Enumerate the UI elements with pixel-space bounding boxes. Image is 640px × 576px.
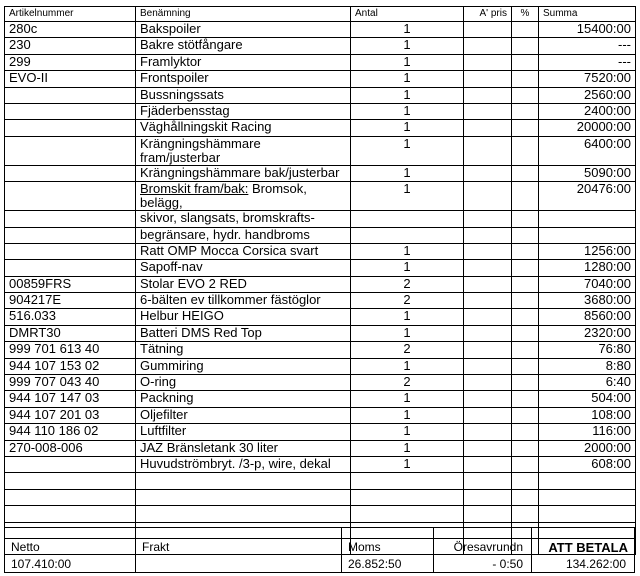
percent-cell [512, 38, 539, 54]
description-line: Bromsok, [248, 181, 307, 197]
empty-cell [539, 473, 636, 489]
table-row [5, 276, 636, 292]
percent-cell [512, 54, 539, 70]
table-row [5, 424, 636, 440]
quantity-cell: 1 [351, 120, 464, 136]
empty-cell [5, 506, 136, 522]
quantity-cell: 1 [351, 87, 464, 103]
percent-cell [512, 424, 539, 440]
article-number-cell [5, 260, 136, 276]
quantity-cell: 2 [351, 342, 464, 358]
unit-price-cell [464, 407, 512, 423]
article-number-cell: 944 107 201 03 [5, 407, 136, 423]
to-pay-value: 134.262:00 [565, 557, 626, 571]
description-cell: Huvudströmbryt. /3-p, wire, dekal [136, 456, 351, 472]
quantity-cell [351, 227, 464, 243]
percent-cell [512, 309, 539, 325]
unit-price-cell [464, 227, 512, 243]
quantity-cell: 2 [351, 276, 464, 292]
percent-cell [512, 276, 539, 292]
table-row [5, 358, 636, 374]
sum-cell: 15400:00 [539, 22, 636, 38]
article-number-cell [5, 136, 136, 165]
quantity-cell: 2 [351, 375, 464, 391]
unit-price-cell [464, 309, 512, 325]
table-row [5, 342, 636, 358]
article-number-cell: 999 701 613 40 [5, 342, 136, 358]
unit-price-cell [464, 424, 512, 440]
sum-cell: 1280:00 [539, 260, 636, 276]
percent-cell [512, 120, 539, 136]
description-cell: Bakspoiler [136, 22, 351, 38]
quantity-cell: 1 [351, 440, 464, 456]
article-number-cell [5, 120, 136, 136]
description-cell: Väghållningskit Racing [136, 120, 351, 136]
article-number-cell: DMRT30 [5, 325, 136, 341]
percent-cell [512, 211, 539, 227]
article-number-cell: 944 107 153 02 [5, 358, 136, 374]
net-value: 107.410:00 [11, 557, 72, 571]
table-row [5, 456, 636, 472]
empty-cell [351, 489, 464, 505]
sum-cell: 504:00 [539, 391, 636, 407]
quantity-cell: 1 [351, 260, 464, 276]
sum-cell: --- [539, 54, 636, 70]
description-line: fram/justerbar [140, 149, 221, 165]
article-number-cell [5, 211, 136, 227]
empty-cell [5, 489, 136, 505]
table-row [5, 325, 636, 341]
table-row [5, 38, 636, 54]
table-row [5, 136, 636, 165]
table-row [5, 227, 636, 243]
description-line: Krängningshämmare [140, 136, 261, 151]
percent-cell [512, 165, 539, 181]
description-cell: Fjäderbensstag [136, 103, 351, 119]
description-cell: JAZ Bränsletank 30 liter [136, 440, 351, 456]
description-cell: Packning [136, 391, 351, 407]
description-cell: Bussningssats [136, 87, 351, 103]
to-pay-cell [532, 528, 634, 572]
article-number-cell: 944 107 147 03 [5, 391, 136, 407]
table-row [5, 309, 636, 325]
header-percent: % [512, 7, 539, 22]
description-cell: Sapoff-nav [136, 260, 351, 276]
empty-row [5, 506, 636, 522]
empty-cell [464, 473, 512, 489]
table-row [5, 103, 636, 119]
sum-cell: 5090:00 [539, 165, 636, 181]
empty-cell [464, 489, 512, 505]
article-number-cell [5, 182, 136, 211]
unit-price-cell [464, 38, 512, 54]
unit-price-cell [464, 54, 512, 70]
article-number-cell [5, 243, 136, 259]
percent-cell [512, 456, 539, 472]
net-cell [5, 528, 136, 572]
empty-cell [512, 489, 539, 505]
article-number-cell: 904217E [5, 293, 136, 309]
sum-cell: 3680:00 [539, 293, 636, 309]
sum-cell: 7520:00 [539, 71, 636, 87]
unit-price-cell [464, 71, 512, 87]
quantity-cell: 1 [351, 391, 464, 407]
description-cell: Helbur HEIGO [136, 309, 351, 325]
empty-cell [5, 473, 136, 489]
percent-cell [512, 136, 539, 165]
empty-cell [136, 473, 351, 489]
invoice-table [4, 6, 636, 555]
description-cell: O-ring [136, 375, 351, 391]
sum-cell: 2320:00 [539, 325, 636, 341]
unit-price-cell [464, 182, 512, 211]
description-cell: Stolar EVO 2 RED [136, 276, 351, 292]
table-row [5, 375, 636, 391]
description-line: belägg, [140, 195, 183, 211]
sum-cell: 2000:00 [539, 440, 636, 456]
table-row [5, 293, 636, 309]
table-row [5, 211, 636, 227]
sum-cell: 20476:00 [539, 182, 636, 211]
quantity-cell: 1 [351, 424, 464, 440]
table-row [5, 87, 636, 103]
unit-price-cell [464, 391, 512, 407]
sum-cell: 6400:00 [539, 136, 636, 165]
header-description: Benämning [136, 7, 351, 22]
description-cell: Batteri DMS Red Top [136, 325, 351, 341]
empty-cell [464, 506, 512, 522]
unit-price-cell [464, 87, 512, 103]
quantity-cell: 1 [351, 136, 464, 165]
quantity-cell: 1 [351, 456, 464, 472]
article-number-cell: 516.033 [5, 309, 136, 325]
unit-price-cell [464, 260, 512, 276]
empty-cell [351, 473, 464, 489]
empty-cell [512, 506, 539, 522]
quantity-cell: 1 [351, 358, 464, 374]
table-row [5, 440, 636, 456]
sum-cell [539, 211, 636, 227]
percent-cell [512, 293, 539, 309]
table-row [5, 54, 636, 70]
unit-price-cell [464, 165, 512, 181]
table-row [5, 407, 636, 423]
quantity-cell: 1 [351, 54, 464, 70]
percent-cell [512, 358, 539, 374]
table-row [5, 182, 636, 211]
table-row [5, 260, 636, 276]
description-cell: Tätning [136, 342, 351, 358]
percent-cell [512, 325, 539, 341]
quantity-cell: 1 [351, 165, 464, 181]
article-number-cell: 944 110 186 02 [5, 424, 136, 440]
percent-cell [512, 243, 539, 259]
article-number-cell: 270-008-006 [5, 440, 136, 456]
sum-cell: 6:40 [539, 375, 636, 391]
header-quantity: Antal [351, 7, 464, 22]
table-row [5, 165, 636, 181]
sum-cell: --- [539, 38, 636, 54]
header-unit-price: A' pris [464, 7, 512, 22]
description-cell [136, 182, 351, 211]
percent-cell [512, 407, 539, 423]
sum-cell: 108:00 [539, 407, 636, 423]
rounding-cell [434, 528, 532, 572]
article-number-cell: EVO-II [5, 71, 136, 87]
table-row [5, 391, 636, 407]
percent-cell [512, 440, 539, 456]
quantity-cell: 1 [351, 243, 464, 259]
rounding-value: - 0:50 [492, 557, 523, 571]
unit-price-cell [464, 375, 512, 391]
percent-cell [512, 182, 539, 211]
unit-price-cell [464, 358, 512, 374]
header-sum: Summa [539, 7, 636, 22]
quantity-cell: 1 [351, 71, 464, 87]
article-number-cell [5, 103, 136, 119]
unit-price-cell [464, 103, 512, 119]
unit-price-cell [464, 136, 512, 165]
description-cell: Oljefilter [136, 407, 351, 423]
table-row [5, 120, 636, 136]
unit-price-cell [464, 276, 512, 292]
quantity-cell: 1 [351, 38, 464, 54]
table-row [5, 71, 636, 87]
net-label: Netto [11, 540, 40, 554]
unit-price-cell [464, 342, 512, 358]
description-cell: Framlyktor [136, 54, 351, 70]
article-number-cell: 280c [5, 22, 136, 38]
quantity-cell: 2 [351, 293, 464, 309]
quantity-cell [351, 211, 464, 227]
vat-cell [342, 528, 434, 572]
description-cell: Frontspoiler [136, 71, 351, 87]
unit-price-cell [464, 293, 512, 309]
sum-cell: 1256:00 [539, 243, 636, 259]
unit-price-cell [464, 325, 512, 341]
sum-cell: 608:00 [539, 456, 636, 472]
description-cell: Ratt OMP Mocca Corsica svart [136, 243, 351, 259]
article-number-cell: 999 707 043 40 [5, 375, 136, 391]
percent-cell [512, 391, 539, 407]
percent-cell [512, 342, 539, 358]
sum-cell: 2400:00 [539, 103, 636, 119]
unit-price-cell [464, 456, 512, 472]
description-cell: Gummiring [136, 358, 351, 374]
vat-label: Moms [348, 540, 381, 554]
article-number-cell: 00859FRS [5, 276, 136, 292]
quantity-cell: 1 [351, 103, 464, 119]
description-cell: begränsare, hydr. handbroms [136, 227, 351, 243]
quantity-cell: 1 [351, 325, 464, 341]
unit-price-cell [464, 22, 512, 38]
unit-price-cell [464, 243, 512, 259]
article-number-cell [5, 165, 136, 181]
percent-cell [512, 375, 539, 391]
table-header-row [5, 7, 636, 22]
empty-cell [539, 489, 636, 505]
table-row [5, 22, 636, 38]
description-cell: 6-bälten ev tillkommer fästöglor [136, 293, 351, 309]
to-pay-label: ATT BETALA [548, 540, 628, 555]
table-row [5, 243, 636, 259]
article-number-cell [5, 456, 136, 472]
percent-cell [512, 103, 539, 119]
description-cell: skivor, slangsats, bromskrafts- [136, 211, 351, 227]
description-cell: Luftfilter [136, 424, 351, 440]
unit-price-cell [464, 211, 512, 227]
percent-cell [512, 87, 539, 103]
totals-bar [4, 527, 635, 573]
sum-cell: 20000:00 [539, 120, 636, 136]
article-number-cell [5, 87, 136, 103]
quantity-cell: 1 [351, 309, 464, 325]
unit-price-cell [464, 120, 512, 136]
rounding-label: Öresavrundn [453, 540, 523, 554]
freight-cell [136, 528, 342, 572]
header-article-number: Artikelnummer [5, 7, 136, 22]
empty-cell [539, 506, 636, 522]
article-number-cell: 299 [5, 54, 136, 70]
description-cell: Bakre stötfångare [136, 38, 351, 54]
article-number-cell [5, 227, 136, 243]
quantity-cell: 1 [351, 407, 464, 423]
description-cell: Krängningshämmare bak/justerbar [136, 165, 351, 181]
percent-cell [512, 227, 539, 243]
vat-value: 26.852:50 [348, 557, 402, 571]
quantity-cell: 1 [351, 22, 464, 38]
empty-cell [351, 506, 464, 522]
percent-cell [512, 260, 539, 276]
percent-cell [512, 22, 539, 38]
freight-label: Frakt [142, 540, 170, 554]
quantity-cell: 1 [351, 182, 464, 211]
description-cell [136, 136, 351, 165]
article-number-cell: 230 [5, 38, 136, 54]
sum-cell: 7040:00 [539, 276, 636, 292]
empty-cell [136, 506, 351, 522]
sum-cell: 2560:00 [539, 87, 636, 103]
empty-row [5, 473, 636, 489]
empty-cell [136, 489, 351, 505]
description-underlined: Bromskit fram/bak: [140, 181, 249, 197]
sum-cell: 8560:00 [539, 309, 636, 325]
sum-cell [539, 227, 636, 243]
percent-cell [512, 71, 539, 87]
empty-cell [512, 473, 539, 489]
empty-row [5, 489, 636, 505]
sum-cell: 8:80 [539, 358, 636, 374]
sum-cell: 76:80 [539, 342, 636, 358]
unit-price-cell [464, 440, 512, 456]
sum-cell: 116:00 [539, 424, 636, 440]
